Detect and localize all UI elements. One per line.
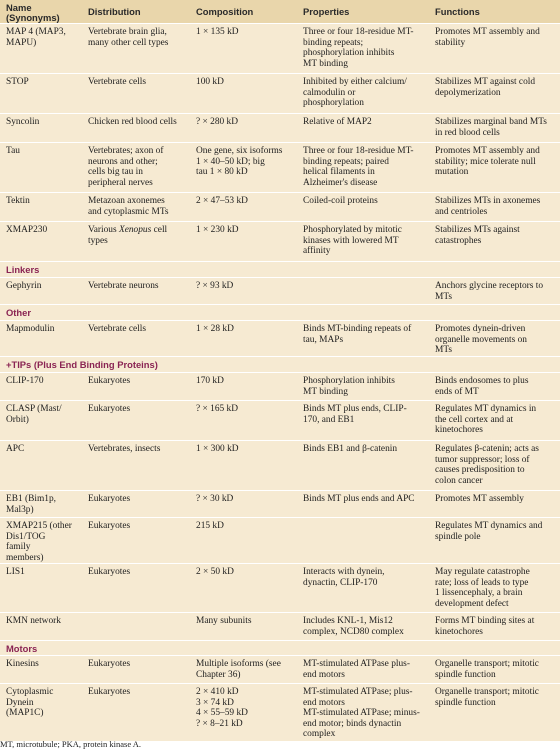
cell-composition: 1 × 135 kD	[196, 27, 239, 37]
section-title: Linkers	[6, 264, 40, 275]
cell-distribution: Eukaryotes	[88, 494, 131, 504]
cell-functions: Promotes MT assembly and stability; mice tolerate null mutation	[435, 146, 540, 178]
cell-functions: May regulate catastrophe rate; loss of leads to type 1 lissencephaly, a brain development defect	[435, 567, 530, 609]
table-row	[0, 518, 560, 564]
table-row	[0, 373, 560, 401]
cell-name: XMAP215 (other Dis1/TOG family members)	[6, 521, 72, 563]
cell-composition: One gene, six isoforms 1 × 40–50 kD; big tau 1 × 80 kD	[196, 146, 283, 178]
table-row	[0, 401, 560, 441]
table-row	[0, 74, 560, 114]
table-header	[0, 0, 560, 24]
cell-functions: Forms MT binding sites at kinetochores	[435, 616, 535, 637]
cell-composition: 1 × 300 kD	[196, 444, 239, 454]
cell-properties: Three or four 18-residue MT- binding repeats; paired helical filaments in Alzheimer's disease	[303, 146, 414, 188]
table-row	[0, 193, 560, 222]
cell-distribution: Vertebrate neurons	[88, 281, 159, 291]
header-composition: Composition	[196, 6, 254, 17]
table-row	[0, 613, 560, 641]
cell-properties: MT-stimulated ATPase; plus- end motors MT-stimulated ATPase; minus- end motor; binds dynactin complex	[303, 687, 420, 740]
cell-name: Cytoplasmic Dynein (MAP1C)	[6, 687, 54, 719]
cell-functions: Organelle transport; mitotic spindle function	[435, 687, 539, 708]
cell-properties: Binds MT plus ends, CLIP- 170, and EB1	[303, 404, 407, 425]
cell-name: CLASP (Mast/ Orbit)	[6, 404, 62, 425]
cell-distribution: Vertebrate cells	[88, 77, 147, 87]
cell-properties: Interacts with dynein, dynactin, CLIP-170	[303, 567, 385, 588]
cell-distribution: Vertebrates, insects	[88, 444, 161, 454]
cell-functions: Anchors glycine receptors to MTs	[435, 281, 544, 302]
table-row	[0, 321, 560, 357]
section-title: Other	[6, 307, 32, 318]
cell-distribution: Eukaryotes	[88, 567, 131, 577]
cell-distribution: Eukaryotes	[88, 376, 131, 386]
cell-functions: Binds endosomes to plus ends of MT	[435, 376, 529, 397]
table-row	[0, 24, 560, 74]
cell-properties: Phosphorylated by mitotic kinases with lowered MT affinity	[303, 225, 402, 257]
cell-distribution: Eukaryotes	[88, 687, 131, 697]
section-row	[0, 262, 560, 278]
cell-name: Tektin	[6, 196, 30, 206]
cell-functions: Regulates MT dynamics in the cell cortex and at kinetochores	[435, 404, 537, 436]
table-row	[0, 143, 560, 193]
table-row	[0, 222, 560, 262]
cell-distribution: Vertebrate brain glia, many other cell types	[88, 27, 169, 48]
cell-properties: Relative of MAP2	[303, 117, 372, 127]
cell-properties: Inhibited by either calcium/ calmodulin or phosphorylation	[303, 77, 407, 109]
cell-functions: Promotes dynein-driven organelle movements on MTs	[435, 324, 527, 356]
cell-composition: ? × 30 kD	[196, 494, 234, 504]
cell-composition: 2 × 50 kD	[196, 567, 234, 577]
header-distribution: Distribution	[88, 6, 141, 17]
cell-composition: 215 kD	[196, 521, 224, 531]
cell-functions: Promotes MT assembly and stability	[435, 27, 540, 48]
cell-functions: Regulates β-catenin; acts as tumor suppressor; loss of causes predisposition to colon cancer	[435, 444, 539, 486]
cell-name: XMAP230	[6, 225, 48, 235]
cell-functions: Stabilizes MT against cold depolymerization	[435, 77, 536, 98]
cell-distribution: Various Xenopus cell types	[88, 225, 168, 246]
cell-composition: 170 kD	[196, 376, 224, 386]
header-properties: Properties	[303, 6, 350, 17]
table-row	[0, 278, 560, 305]
header-name: Name (Synonyms)	[6, 2, 60, 23]
section-title: Motors	[6, 643, 38, 654]
cell-properties: Phosphorylation inhibits MT binding	[303, 376, 395, 397]
cell-distribution: Metazoan axonemes and cytoplasmic MTs	[88, 196, 169, 217]
section-row	[0, 357, 560, 373]
cell-functions: Promotes MT assembly	[435, 494, 524, 504]
cell-name: Mapmodulin	[6, 324, 55, 334]
cell-distribution: Chicken red blood cells	[88, 117, 177, 127]
cell-functions: Regulates MT dynamics and spindle pole	[435, 521, 543, 542]
cell-functions: Stabilizes marginal band MTs in red blood cells	[435, 117, 547, 138]
cell-name: EB1 (Bim1p, Mal3p)	[6, 494, 57, 515]
cell-composition: 2 × 410 kD 3 × 74 kD 4 × 55–59 kD ? × 8–21 kD	[196, 687, 248, 729]
cell-name: Tau	[6, 146, 20, 156]
header-functions: Functions	[435, 6, 480, 17]
cell-composition: Many subunits	[196, 616, 252, 626]
cell-properties: Three or four 18-residue MT- binding repeats; phosphorylation inhibits MT binding	[303, 27, 414, 69]
cell-distribution: Vertebrate cells	[88, 324, 147, 334]
cell-composition: 100 kD	[196, 77, 224, 87]
cell-functions: Organelle transport; mitotic spindle function	[435, 659, 539, 680]
table-row	[0, 564, 560, 613]
cell-name: STOP	[6, 77, 29, 87]
cell-composition: Multiple isoforms (see Chapter 36)	[196, 659, 281, 680]
cell-composition: 1 × 28 kD	[196, 324, 234, 334]
section-row	[0, 305, 560, 321]
cell-distribution: Eukaryotes	[88, 404, 131, 414]
cell-properties: Binds MT plus ends and APC	[303, 494, 415, 504]
cell-properties: Coiled-coil proteins	[303, 196, 378, 206]
cell-distribution: Eukaryotes	[88, 659, 131, 669]
cell-composition: ? × 165 kD	[196, 404, 238, 414]
cell-name: LIS1	[6, 567, 25, 577]
cell-name: Gephyrin	[6, 281, 42, 291]
cell-name: KMN network	[6, 616, 61, 626]
cell-properties: Binds MT-binding repeats of tau, MAPs	[303, 324, 412, 345]
cell-composition: ? × 93 kD	[196, 281, 234, 291]
section-row	[0, 641, 560, 656]
cell-composition: 1 × 230 kD	[196, 225, 239, 235]
table-row	[0, 684, 560, 742]
cell-name: Kinesins	[6, 659, 39, 669]
cell-name: CLIP-170	[6, 376, 44, 386]
cell-properties: Includes KNL-1, Mis12 complex, NCD80 complex	[303, 616, 404, 637]
table-row	[0, 491, 560, 518]
section-title: +TIPs (Plus End Binding Proteins)	[6, 359, 158, 370]
cell-composition: ? × 280 kD	[196, 117, 238, 127]
cell-functions: Stabilizes MTs against catastrophes	[435, 225, 520, 246]
table-row	[0, 114, 560, 143]
cell-properties: MT-stimulated ATPase plus- end motors	[303, 659, 410, 680]
cell-name: APC	[6, 444, 25, 454]
table-footnote: MT, microtubule; PKA, protein kinase A.	[0, 739, 142, 749]
cell-name: Syncolin	[6, 117, 40, 127]
table-row	[0, 656, 560, 684]
cell-distribution: Vertebrates; axon of neurons and other; cells big tau in peripheral nerves	[88, 146, 164, 188]
cell-distribution: Eukaryotes	[88, 521, 131, 531]
cell-composition: 2 × 47–53 kD	[196, 196, 248, 206]
table-row	[0, 441, 560, 491]
cell-functions: Stabilizes MTs in axonemes and centrioles	[435, 196, 541, 217]
cell-name: MAP 4 (MAP3, MAPU)	[6, 27, 66, 48]
cell-properties: Binds EB1 and β-catenin	[303, 444, 398, 454]
